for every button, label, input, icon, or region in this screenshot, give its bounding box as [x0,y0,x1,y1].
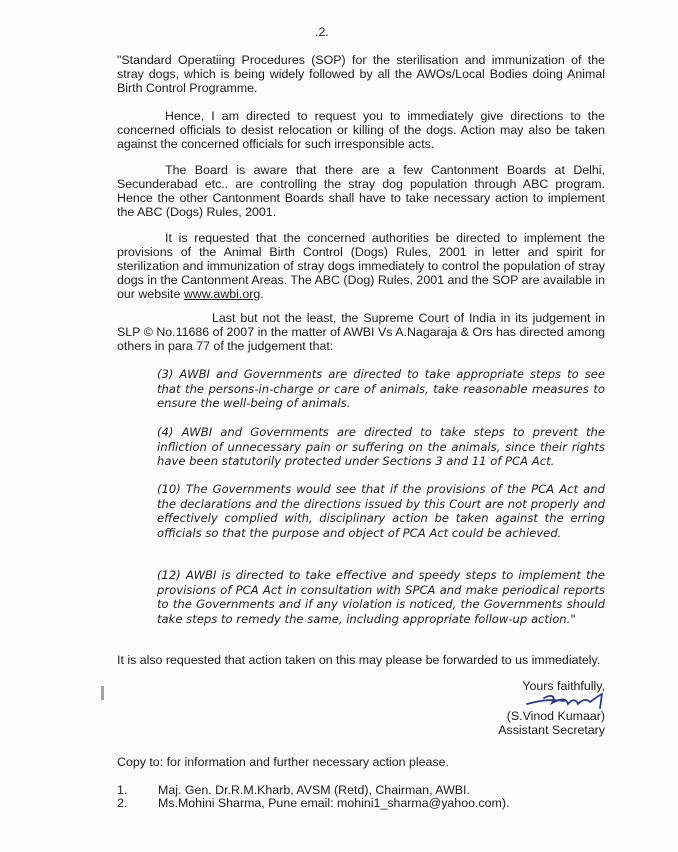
item-text: Ms.Mohini Sharma, Pune email: mohini1_sharma@yahoo.com). [158,796,510,810]
item-number: 2. [117,796,128,810]
item-text: Maj. Gen. Dr.R.M.Kharb, AVSM (Retd), Chairman, AWBI. [158,783,470,797]
quote-para-4: (4) AWBI and Governments are directed to take steps to prevent the infliction of unnecessary pain or suffering on the animals, since their rights have been statutorily protected under Sections 3 and 11 of PCA Act. [157,425,605,469]
paragraph-sop: "Standard Operatiing Procedures (SOP) for the sterilisation and immunization of the stray dogs, which is being widely followed by all the AWOs/Local Bodies doing Animal Birth Control Programme. [117,53,605,95]
copy-to-heading: Copy to: for information and further necessary action please. [117,755,449,769]
paragraph-supreme-court: Last but not the least, the Supreme Court of India in its judgement in SLP © No.11686 of 2007 in the matter of AWBI Vs A.Nagaraja & Ors has directed among others in para 77 of the judgement that: [117,311,605,353]
quote-para-12: (12) AWBI is directed to take effective and speedy steps to implement the provisions of PCA Act in consultation with SPCA and make periodical reports to the Governments and if any violation is noticed, the Governments should take steps to remedy the same, including appropriate follow-up action." [157,568,605,626]
closing-request: It is also requested that action taken on this may please be forwarded to us immediately. [117,653,601,667]
scan-mark [101,686,104,700]
paragraph-request: It is requested that the concerned authorities be directed to implement the provisions of the Animal Birth Control (Dogs) Rules, 2001 in letter and spirit for sterilization and immunization of stray dogs immediately to control the population of stray dogs in the Cantonment Areas. The ABC (Dog) Rules, 2001 and the SOP are available in our website www.awbi.org. [117,231,605,301]
quote-para-10: (10) The Governments would see that if the provisions of the PCA Act and the declarations and the directions issued by this Court are not properly and effectively complied with, disciplinary action be taken against the erring officials so that the purpose and object of PCA Act could be achieved. [157,482,605,540]
paragraph-cantonment: The Board is aware that there are a few Cantonment Boards at Delhi, Secunderabad etc.. are controlling the stray dog population through ABC program. Hence the other Cantonment Boards shall have to take necessary action to implement the ABC (Dogs) Rules, 2001. [117,163,605,219]
paragraph-directions: Hence, I am directed to request you to immediately give directions to the concerned officials to desist relocation or killing of the dogs. Action may also be taken against the concerned officials for such irresponsible acts. [117,109,605,151]
copy-to-item [117,783,470,797]
page-number: .2. [315,25,329,39]
website-link[interactable]: www.awbi.org [183,287,261,301]
signatory-designation: Assistant Secretary [498,723,605,737]
copy-to-item [117,796,509,810]
paragraph-request-text: It is requested that the concerned authorities be directed to implement the provisions of the Animal Birth Control (Dogs) Rules, 2001 in letter and spirit for sterilization and immunization of stray dogs immediately to control the population of stray dogs in the Cantonment Areas. The ABC (Dog) Rules, 2001 and the SOP are available in our website [117,231,605,301]
signatory-name: (S.Vinod Kumaar) [506,709,605,723]
item-number: 1. [117,783,128,797]
quote-para-3: (3) AWBI and Governments are directed to take appropriate steps to see that the persons-in-charge or care of animals, take reasonable measures to ensure the well-being of animals. [157,367,605,411]
salutation: Yours faithfully, [522,679,605,693]
